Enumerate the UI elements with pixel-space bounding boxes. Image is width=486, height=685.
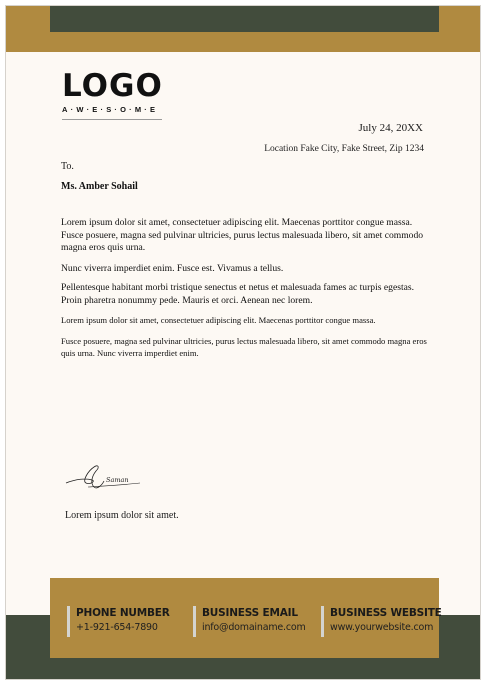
- company-logo: [62, 70, 162, 120]
- closing-line: Lorem ipsum dolor sit amet.: [65, 510, 179, 521]
- logo-wordmark: LOGO: [62, 68, 163, 104]
- body-paragraph: Fusce posuere, magna sed pulvinar ultricies, purus lectus malesuada libero, sit amet commodo magna eros quis urna. Nunc viverra imperdiet enim.: [61, 336, 427, 358]
- phone-value: +1-921-654-7890: [76, 622, 158, 633]
- handwritten-signature: [64, 461, 144, 493]
- footer-phone: [67, 606, 170, 637]
- letter-date: July 24, 20XX: [358, 122, 423, 134]
- logo-tagline: A·W·E·S·O·M·E: [62, 105, 159, 114]
- header-green-bar: [50, 6, 439, 32]
- email-title: BUSINESS EMAIL: [202, 607, 298, 619]
- svg-text:Saman: Saman: [106, 476, 129, 484]
- phone-title: PHONE NUMBER: [76, 607, 170, 619]
- logo-divider: [62, 119, 162, 120]
- footer-email: [193, 606, 306, 637]
- body-paragraph: Pellentesque habitant morbi tristique senectus et netus et malesuada fames ac turpis egestas. Proin pharetra nonummy pede. Mauris et orci. Aenean nec lorem.: [61, 282, 414, 306]
- footer-contact-band: [50, 578, 442, 658]
- letterhead-page: [5, 5, 481, 680]
- to-label: To.: [61, 161, 74, 172]
- website-value: www.yourwebsite.com: [330, 622, 434, 633]
- body-paragraph: Nunc viverra imperdiet enim. Fusce est. Vivamus a tellus.: [61, 263, 284, 274]
- footer-website: [321, 606, 442, 637]
- website-title: BUSINESS WEBSITE: [330, 607, 442, 619]
- recipient-name: Ms. Amber Sohail: [61, 181, 138, 192]
- sender-address: Location Fake City, Fake Street, Zip 1234: [264, 144, 424, 154]
- body-paragraph: Lorem ipsum dolor sit amet, consectetuer adipiscing elit. Maecenas porttitor congue massa. Fusce posuere, magna sed pulvinar ultricies, purus lectus malesuada libero, sit amet commodo magna eros quis urna.: [61, 217, 424, 253]
- body-paragraph: Lorem ipsum dolor sit amet, consectetuer adipiscing elit. Maecenas porttitor congue massa.: [61, 315, 376, 325]
- email-value: info@domainame.com: [202, 622, 306, 633]
